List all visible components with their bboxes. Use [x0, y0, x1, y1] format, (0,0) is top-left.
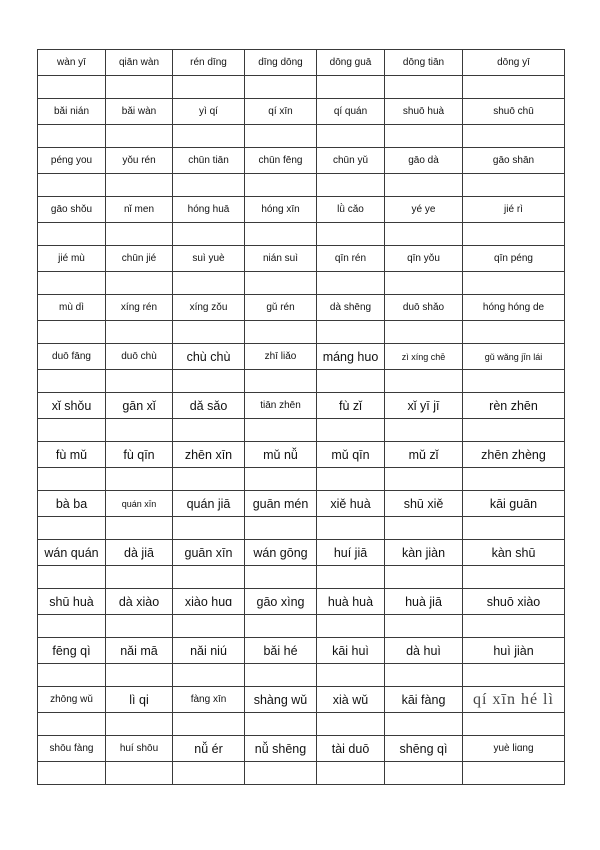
pinyin-cell: jié rì [463, 197, 565, 223]
writing-row [38, 419, 565, 442]
writing-cell[interactable] [245, 713, 317, 736]
pinyin-cell: shēng qì [385, 736, 463, 762]
writing-cell[interactable] [245, 174, 317, 197]
pinyin-cell: shū huà [38, 589, 106, 615]
writing-cell[interactable] [385, 370, 463, 393]
pinyin-cell: dōng tiān [385, 50, 463, 76]
writing-cell[interactable] [317, 272, 385, 295]
pinyin-cell: rèn zhēn [463, 393, 565, 419]
writing-cell[interactable] [106, 419, 173, 442]
writing-cell[interactable] [173, 321, 245, 344]
writing-row [38, 223, 565, 246]
pinyin-cell: zhēn zhèng [463, 442, 565, 468]
pinyin-cell: máng huo [317, 344, 385, 370]
writing-cell[interactable] [38, 713, 106, 736]
pinyin-cell: hóng huā [173, 197, 245, 223]
writing-row [38, 762, 565, 785]
pinyin-cell: kāi fàng [385, 687, 463, 713]
writing-cell[interactable] [173, 517, 245, 540]
pinyin-cell: gǔ wǎng jīn lái [463, 344, 565, 370]
pinyin-row [38, 393, 565, 419]
pinyin-cell: chūn jié [106, 246, 173, 272]
pinyin-cell: dà huì [385, 638, 463, 664]
pinyin-cell: kàn shū [463, 540, 565, 566]
pinyin-cell: nǎi mā [106, 638, 173, 664]
writing-cell[interactable] [106, 664, 173, 687]
writing-cell[interactable] [173, 174, 245, 197]
pinyin-cell: hóng hóng de [463, 295, 565, 321]
writing-cell[interactable] [38, 615, 106, 638]
writing-cell[interactable] [463, 762, 565, 785]
writing-cell[interactable] [385, 223, 463, 246]
writing-row [38, 664, 565, 687]
writing-cell[interactable] [385, 76, 463, 99]
pinyin-row [38, 99, 565, 125]
writing-cell[interactable] [106, 517, 173, 540]
writing-cell[interactable] [245, 762, 317, 785]
pinyin-row [38, 197, 565, 223]
writing-row [38, 468, 565, 491]
pinyin-cell: xíng zǒu [173, 295, 245, 321]
writing-cell[interactable] [385, 272, 463, 295]
pinyin-cell: xǐ shǒu [38, 393, 106, 419]
writing-cell[interactable] [38, 566, 106, 589]
pinyin-cell: zì xíng chē [385, 344, 463, 370]
pinyin-cell: qiān wàn [106, 50, 173, 76]
writing-cell[interactable] [173, 762, 245, 785]
writing-row [38, 566, 565, 589]
writing-cell[interactable] [317, 468, 385, 491]
pinyin-cell: bǎi hé [245, 638, 317, 664]
writing-cell[interactable] [38, 223, 106, 246]
pinyin-cell: yǒu rén [106, 148, 173, 174]
writing-row [38, 517, 565, 540]
pinyin-cell: tài duō [317, 736, 385, 762]
writing-cell[interactable] [317, 125, 385, 148]
writing-cell[interactable] [317, 174, 385, 197]
writing-cell[interactable] [385, 174, 463, 197]
writing-cell[interactable] [106, 468, 173, 491]
writing-cell[interactable] [463, 370, 565, 393]
pinyin-cell: yuè liɑng [463, 736, 565, 762]
pinyin-cell: chūn fēng [245, 148, 317, 174]
writing-cell[interactable] [245, 566, 317, 589]
writing-cell[interactable] [106, 370, 173, 393]
pinyin-row [38, 295, 565, 321]
pinyin-cell: lì qi [106, 687, 173, 713]
pinyin-cell: qīn péng [463, 246, 565, 272]
writing-cell[interactable] [385, 321, 463, 344]
pinyin-cell: duō chù [106, 344, 173, 370]
pinyin-cell: gān xǐ [106, 393, 173, 419]
pinyin-cell: xiào huɑ [173, 589, 245, 615]
writing-row [38, 272, 565, 295]
pinyin-cell: qīn yǒu [385, 246, 463, 272]
writing-cell[interactable] [245, 517, 317, 540]
pinyin-cell: fàng xīn [173, 687, 245, 713]
writing-cell[interactable] [245, 321, 317, 344]
pinyin-cell: péng you [38, 148, 106, 174]
pinyin-row [38, 50, 565, 76]
pinyin-cell: gāo shān [463, 148, 565, 174]
writing-cell[interactable] [245, 664, 317, 687]
writing-cell[interactable] [317, 615, 385, 638]
pinyin-cell: duō fāng [38, 344, 106, 370]
writing-cell[interactable] [173, 76, 245, 99]
writing-cell[interactable] [38, 174, 106, 197]
pinyin-cell: huí shōu [106, 736, 173, 762]
pinyin-cell: gāo dà [385, 148, 463, 174]
writing-cell[interactable] [385, 517, 463, 540]
writing-cell[interactable] [463, 517, 565, 540]
pinyin-cell: mǔ nǚ [245, 442, 317, 468]
writing-cell[interactable] [106, 566, 173, 589]
writing-row [38, 615, 565, 638]
pinyin-cell: shuō xiào [463, 589, 565, 615]
pinyin-row [38, 148, 565, 174]
pinyin-cell: nǎi niú [173, 638, 245, 664]
writing-cell[interactable] [245, 370, 317, 393]
pinyin-cell: shōu fàng [38, 736, 106, 762]
writing-cell[interactable] [463, 272, 565, 295]
writing-cell[interactable] [463, 566, 565, 589]
writing-cell[interactable] [385, 125, 463, 148]
pinyin-cell: tiān zhēn [245, 393, 317, 419]
writing-cell[interactable] [463, 76, 565, 99]
pinyin-cell: xiě huà [317, 491, 385, 517]
pinyin-cell: huí jiā [317, 540, 385, 566]
writing-cell[interactable] [317, 566, 385, 589]
pinyin-cell: huà huà [317, 589, 385, 615]
pinyin-row [38, 589, 565, 615]
writing-cell[interactable] [317, 664, 385, 687]
pinyin-cell: nǚ ér [173, 736, 245, 762]
pinyin-cell: shàng wǔ [245, 687, 317, 713]
writing-cell[interactable] [106, 713, 173, 736]
pinyin-row [38, 540, 565, 566]
pinyin-cell: wán gōng [245, 540, 317, 566]
pinyin-cell: nǚ shēng [245, 736, 317, 762]
writing-cell[interactable] [317, 223, 385, 246]
pinyin-cell: chūn tiān [173, 148, 245, 174]
pinyin-cell: dōng guā [317, 50, 385, 76]
writing-row [38, 321, 565, 344]
writing-cell[interactable] [463, 321, 565, 344]
writing-cell[interactable] [173, 223, 245, 246]
writing-cell[interactable] [245, 76, 317, 99]
writing-cell[interactable] [317, 370, 385, 393]
writing-row [38, 125, 565, 148]
writing-cell[interactable] [106, 125, 173, 148]
pinyin-cell: xià wǔ [317, 687, 385, 713]
writing-cell[interactable] [106, 272, 173, 295]
writing-cell[interactable] [173, 664, 245, 687]
pinyin-row [38, 246, 565, 272]
writing-cell[interactable] [463, 713, 565, 736]
pinyin-cell: nǐ men [106, 197, 173, 223]
writing-cell[interactable] [385, 566, 463, 589]
pinyin-cell: gāo shǒu [38, 197, 106, 223]
pinyin-row [38, 736, 565, 762]
writing-cell[interactable] [317, 517, 385, 540]
pinyin-cell: mù dì [38, 295, 106, 321]
pinyin-cell: gāo xìng [245, 589, 317, 615]
pinyin-cell: gǔ rén [245, 295, 317, 321]
pinyin-cell: hóng xīn [245, 197, 317, 223]
writing-cell[interactable] [385, 664, 463, 687]
writing-cell[interactable] [173, 615, 245, 638]
writing-cell[interactable] [38, 419, 106, 442]
pinyin-cell: shuō huà [385, 99, 463, 125]
writing-cell[interactable] [245, 223, 317, 246]
writing-cell[interactable] [317, 76, 385, 99]
writing-cell[interactable] [385, 713, 463, 736]
pinyin-cell: bà ba [38, 491, 106, 517]
writing-cell[interactable] [385, 419, 463, 442]
pinyin-cell: duō shǎo [385, 295, 463, 321]
writing-cell[interactable] [173, 566, 245, 589]
pinyin-cell: yé ye [385, 197, 463, 223]
writing-cell[interactable] [106, 321, 173, 344]
writing-cell[interactable] [463, 223, 565, 246]
pinyin-cell: rén dīng [173, 50, 245, 76]
pinyin-cell: guān mén [245, 491, 317, 517]
writing-cell[interactable] [173, 419, 245, 442]
pinyin-cell: yì qí [173, 99, 245, 125]
writing-cell[interactable] [385, 762, 463, 785]
pinyin-cell: nián suì [245, 246, 317, 272]
writing-cell[interactable] [38, 125, 106, 148]
writing-cell[interactable] [463, 125, 565, 148]
writing-cell[interactable] [106, 76, 173, 99]
writing-cell[interactable] [317, 419, 385, 442]
writing-cell[interactable] [463, 615, 565, 638]
pinyin-row [38, 687, 565, 713]
pinyin-row [38, 638, 565, 664]
writing-cell[interactable] [317, 762, 385, 785]
writing-row [38, 370, 565, 393]
writing-cell[interactable] [106, 174, 173, 197]
pinyin-cell: qí xīn [245, 99, 317, 125]
pinyin-cell: kāi guān [463, 491, 565, 517]
writing-cell[interactable] [173, 125, 245, 148]
pinyin-cell: shuō chū [463, 99, 565, 125]
writing-cell[interactable] [245, 125, 317, 148]
writing-cell[interactable] [245, 615, 317, 638]
pinyin-cell: xíng rén [106, 295, 173, 321]
pinyin-cell: dà shēng [317, 295, 385, 321]
pinyin-cell: qīn rén [317, 246, 385, 272]
pinyin-cell: kàn jiàn [385, 540, 463, 566]
pinyin-cell: huì jiàn [463, 638, 565, 664]
writing-cell[interactable] [38, 370, 106, 393]
pinyin-cell: guān xīn [173, 540, 245, 566]
pinyin-cell: dōng yī [463, 50, 565, 76]
pinyin-row [38, 491, 565, 517]
pinyin-cell: mǔ zǐ [385, 442, 463, 468]
writing-row [38, 76, 565, 99]
pinyin-cell: wàn yī [38, 50, 106, 76]
writing-cell[interactable] [463, 419, 565, 442]
pinyin-cell: zhī liǎo [245, 344, 317, 370]
writing-cell[interactable] [463, 174, 565, 197]
writing-cell[interactable] [106, 762, 173, 785]
pinyin-cell: dà jiā [106, 540, 173, 566]
writing-cell[interactable] [38, 321, 106, 344]
pinyin-cell: bǎi nián [38, 99, 106, 125]
pinyin-cell: fēng qì [38, 638, 106, 664]
pinyin-cell: lǜ cǎo [317, 197, 385, 223]
pinyin-cell: shū xiě [385, 491, 463, 517]
pinyin-practice-table [37, 49, 565, 785]
pinyin-cell: dǎ sǎo [173, 393, 245, 419]
pinyin-cell: quán xīn [106, 491, 173, 517]
writing-cell[interactable] [385, 468, 463, 491]
pinyin-cell: zhēn xīn [173, 442, 245, 468]
writing-cell[interactable] [38, 762, 106, 785]
pinyin-cell: suì yuè [173, 246, 245, 272]
pinyin-cell: quán jiā [173, 491, 245, 517]
writing-cell[interactable] [38, 76, 106, 99]
writing-cell[interactable] [173, 468, 245, 491]
pinyin-cell: wán quán [38, 540, 106, 566]
writing-row [38, 174, 565, 197]
writing-cell[interactable] [317, 713, 385, 736]
writing-cell[interactable] [38, 272, 106, 295]
pinyin-cell: jié mù [38, 246, 106, 272]
pinyin-cell: fù mǔ [38, 442, 106, 468]
writing-cell[interactable] [245, 468, 317, 491]
writing-cell[interactable] [463, 468, 565, 491]
writing-cell[interactable] [245, 419, 317, 442]
pinyin-cell: fù zǐ [317, 393, 385, 419]
writing-cell[interactable] [385, 615, 463, 638]
writing-cell[interactable] [317, 321, 385, 344]
pinyin-cell: xǐ yī jī [385, 393, 463, 419]
pinyin-cell: dīng dōng [245, 50, 317, 76]
writing-cell[interactable] [38, 664, 106, 687]
pinyin-row [38, 442, 565, 468]
writing-cell[interactable] [106, 615, 173, 638]
writing-cell[interactable] [173, 713, 245, 736]
pinyin-cell: mǔ qīn [317, 442, 385, 468]
writing-cell[interactable] [38, 468, 106, 491]
pinyin-cell: qí xīn hé lì [463, 687, 565, 713]
pinyin-cell: fù qīn [106, 442, 173, 468]
pinyin-cell: dà xiào [106, 589, 173, 615]
table-body [38, 50, 565, 785]
writing-cell[interactable] [106, 223, 173, 246]
pinyin-row [38, 344, 565, 370]
writing-cell[interactable] [173, 272, 245, 295]
pinyin-cell: qí quán [317, 99, 385, 125]
pinyin-cell: chūn yǔ [317, 148, 385, 174]
pinyin-cell: zhōng wǔ [38, 687, 106, 713]
pinyin-cell: kāi huì [317, 638, 385, 664]
pinyin-cell: chù chù [173, 344, 245, 370]
writing-row [38, 713, 565, 736]
writing-cell[interactable] [38, 517, 106, 540]
writing-cell[interactable] [245, 272, 317, 295]
pinyin-cell: bǎi wàn [106, 99, 173, 125]
pinyin-cell: huà jiā [385, 589, 463, 615]
writing-cell[interactable] [173, 370, 245, 393]
writing-cell[interactable] [463, 664, 565, 687]
